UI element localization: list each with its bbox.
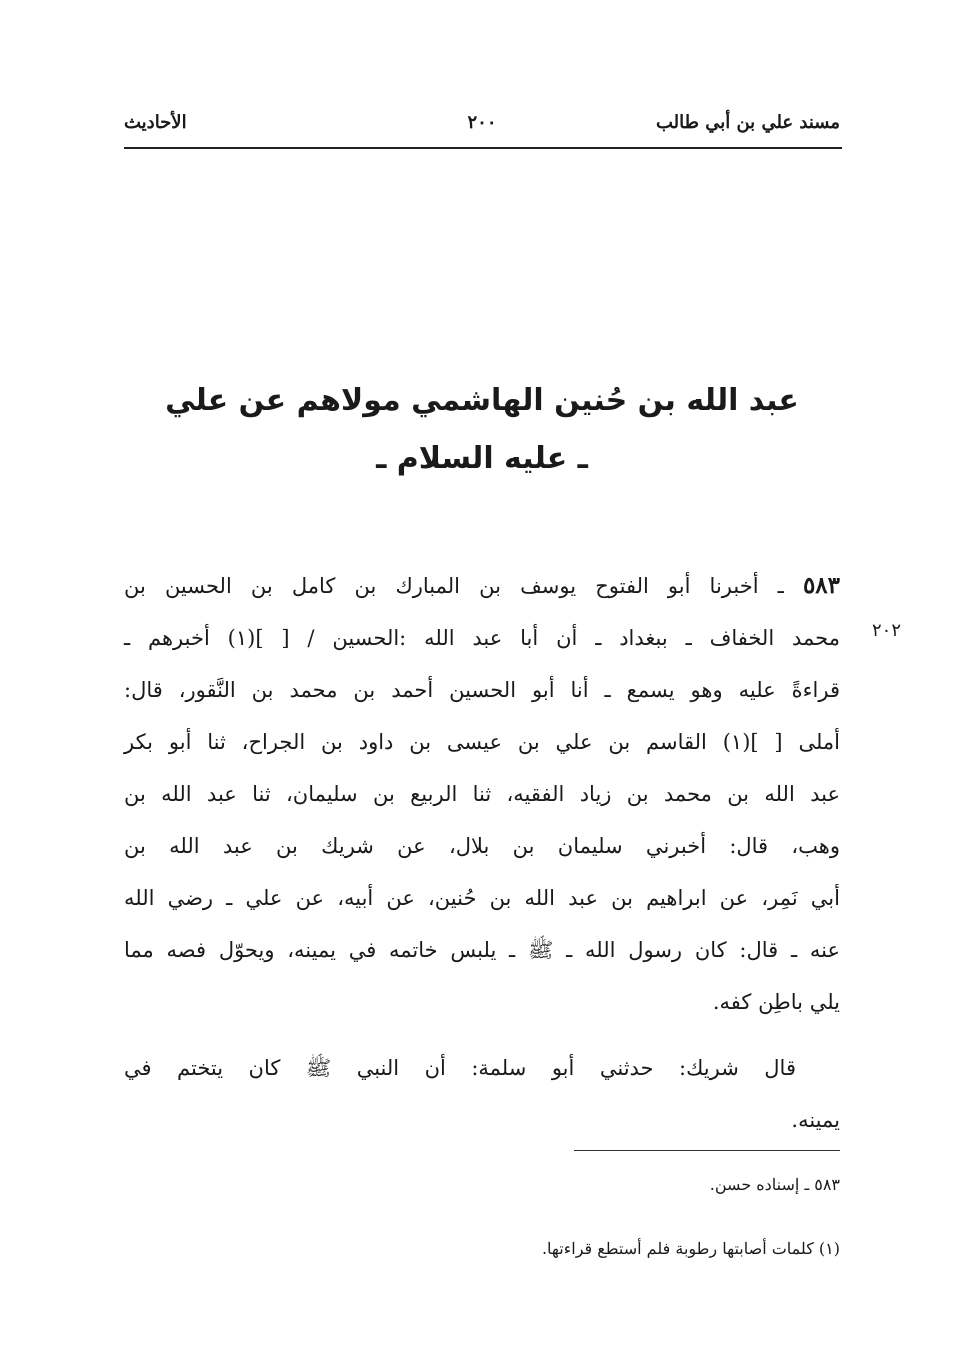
chapter-title bbox=[124, 372, 840, 488]
chapter-title-line-1: عبد الله بن حُنين الهاشمي مولاهم عن علي bbox=[165, 383, 799, 418]
footnote-rule bbox=[574, 1150, 840, 1151]
hadith-line-6: وهب، قال: أخبرني سليمان بن بلال، عن شريك بن عبد الله بن bbox=[124, 834, 840, 858]
hadith-line-1 bbox=[124, 560, 840, 612]
section-name: الأحاديث bbox=[124, 112, 187, 133]
footnotes bbox=[124, 1168, 840, 1266]
book-title: مسند علي بن أبي طالب bbox=[655, 112, 840, 133]
footnote-1: (١) كلمات أصابتها رطوبة فلم أستطع قراءتها. bbox=[541, 1239, 840, 1258]
hadith-line-9: يلي باطِن كفه. bbox=[712, 990, 840, 1014]
hadith-line-5: عبد الله بن محمد بن زياد الفقيه، ثنا الربيع بن سليمان، ثنا عبد الله بن bbox=[124, 782, 840, 806]
sharik-line-1: قال شريك: حدثني أبو سلمة: أن النبي ﷺ كان يتختم في bbox=[124, 1056, 796, 1080]
hadith-line-1-text: ـ أخبرنا أبو الفتوح يوسف بن المبارك بن كامل بن الحسين بن bbox=[124, 574, 784, 598]
chapter-title-line-2: ـ عليه السلام ـ bbox=[376, 441, 588, 476]
hadith-line-3: قراءةً عليه وهو يسمع ـ أنا أبو الحسين أحمد بن محمد بن النَّقور، قال: bbox=[124, 678, 840, 702]
hadith-line-7: أبي نَمِر، عن ابراهيم بن عبد الله بن حُنين، عن أبيه، عن علي ـ رضي الله bbox=[124, 886, 840, 910]
sharik-line-2: يمينه. bbox=[791, 1108, 840, 1132]
header-rule bbox=[124, 147, 842, 149]
hadith-body bbox=[124, 560, 840, 1146]
hadith-line-4: أملى [ ](١) القاسم بن علي بن عيسى بن داود بن الجراح، ثنا أبو بكر bbox=[124, 730, 840, 754]
page-number: ٢٠٠ bbox=[467, 112, 497, 133]
hadith-line-2: محمد الخفاف ـ ببغداد ـ أن أبا عبد الله :الحسين / [ ](١) أخبرهم ـ bbox=[124, 626, 840, 650]
hadith-line-8: عنه ـ قال: كان رسول الله ـ ﷺ ـ يلبس خاتمه في يمينه، ويحوّل فصه مما bbox=[124, 938, 840, 962]
footnote-isnad: ٥٨٣ ـ إسناده حسن. bbox=[709, 1175, 840, 1194]
hadith-number: ٥٨٣ bbox=[802, 572, 840, 599]
running-header bbox=[124, 112, 840, 142]
margin-folio-number: ٢٠٢ bbox=[872, 620, 902, 641]
paragraph-gap bbox=[124, 1028, 840, 1042]
